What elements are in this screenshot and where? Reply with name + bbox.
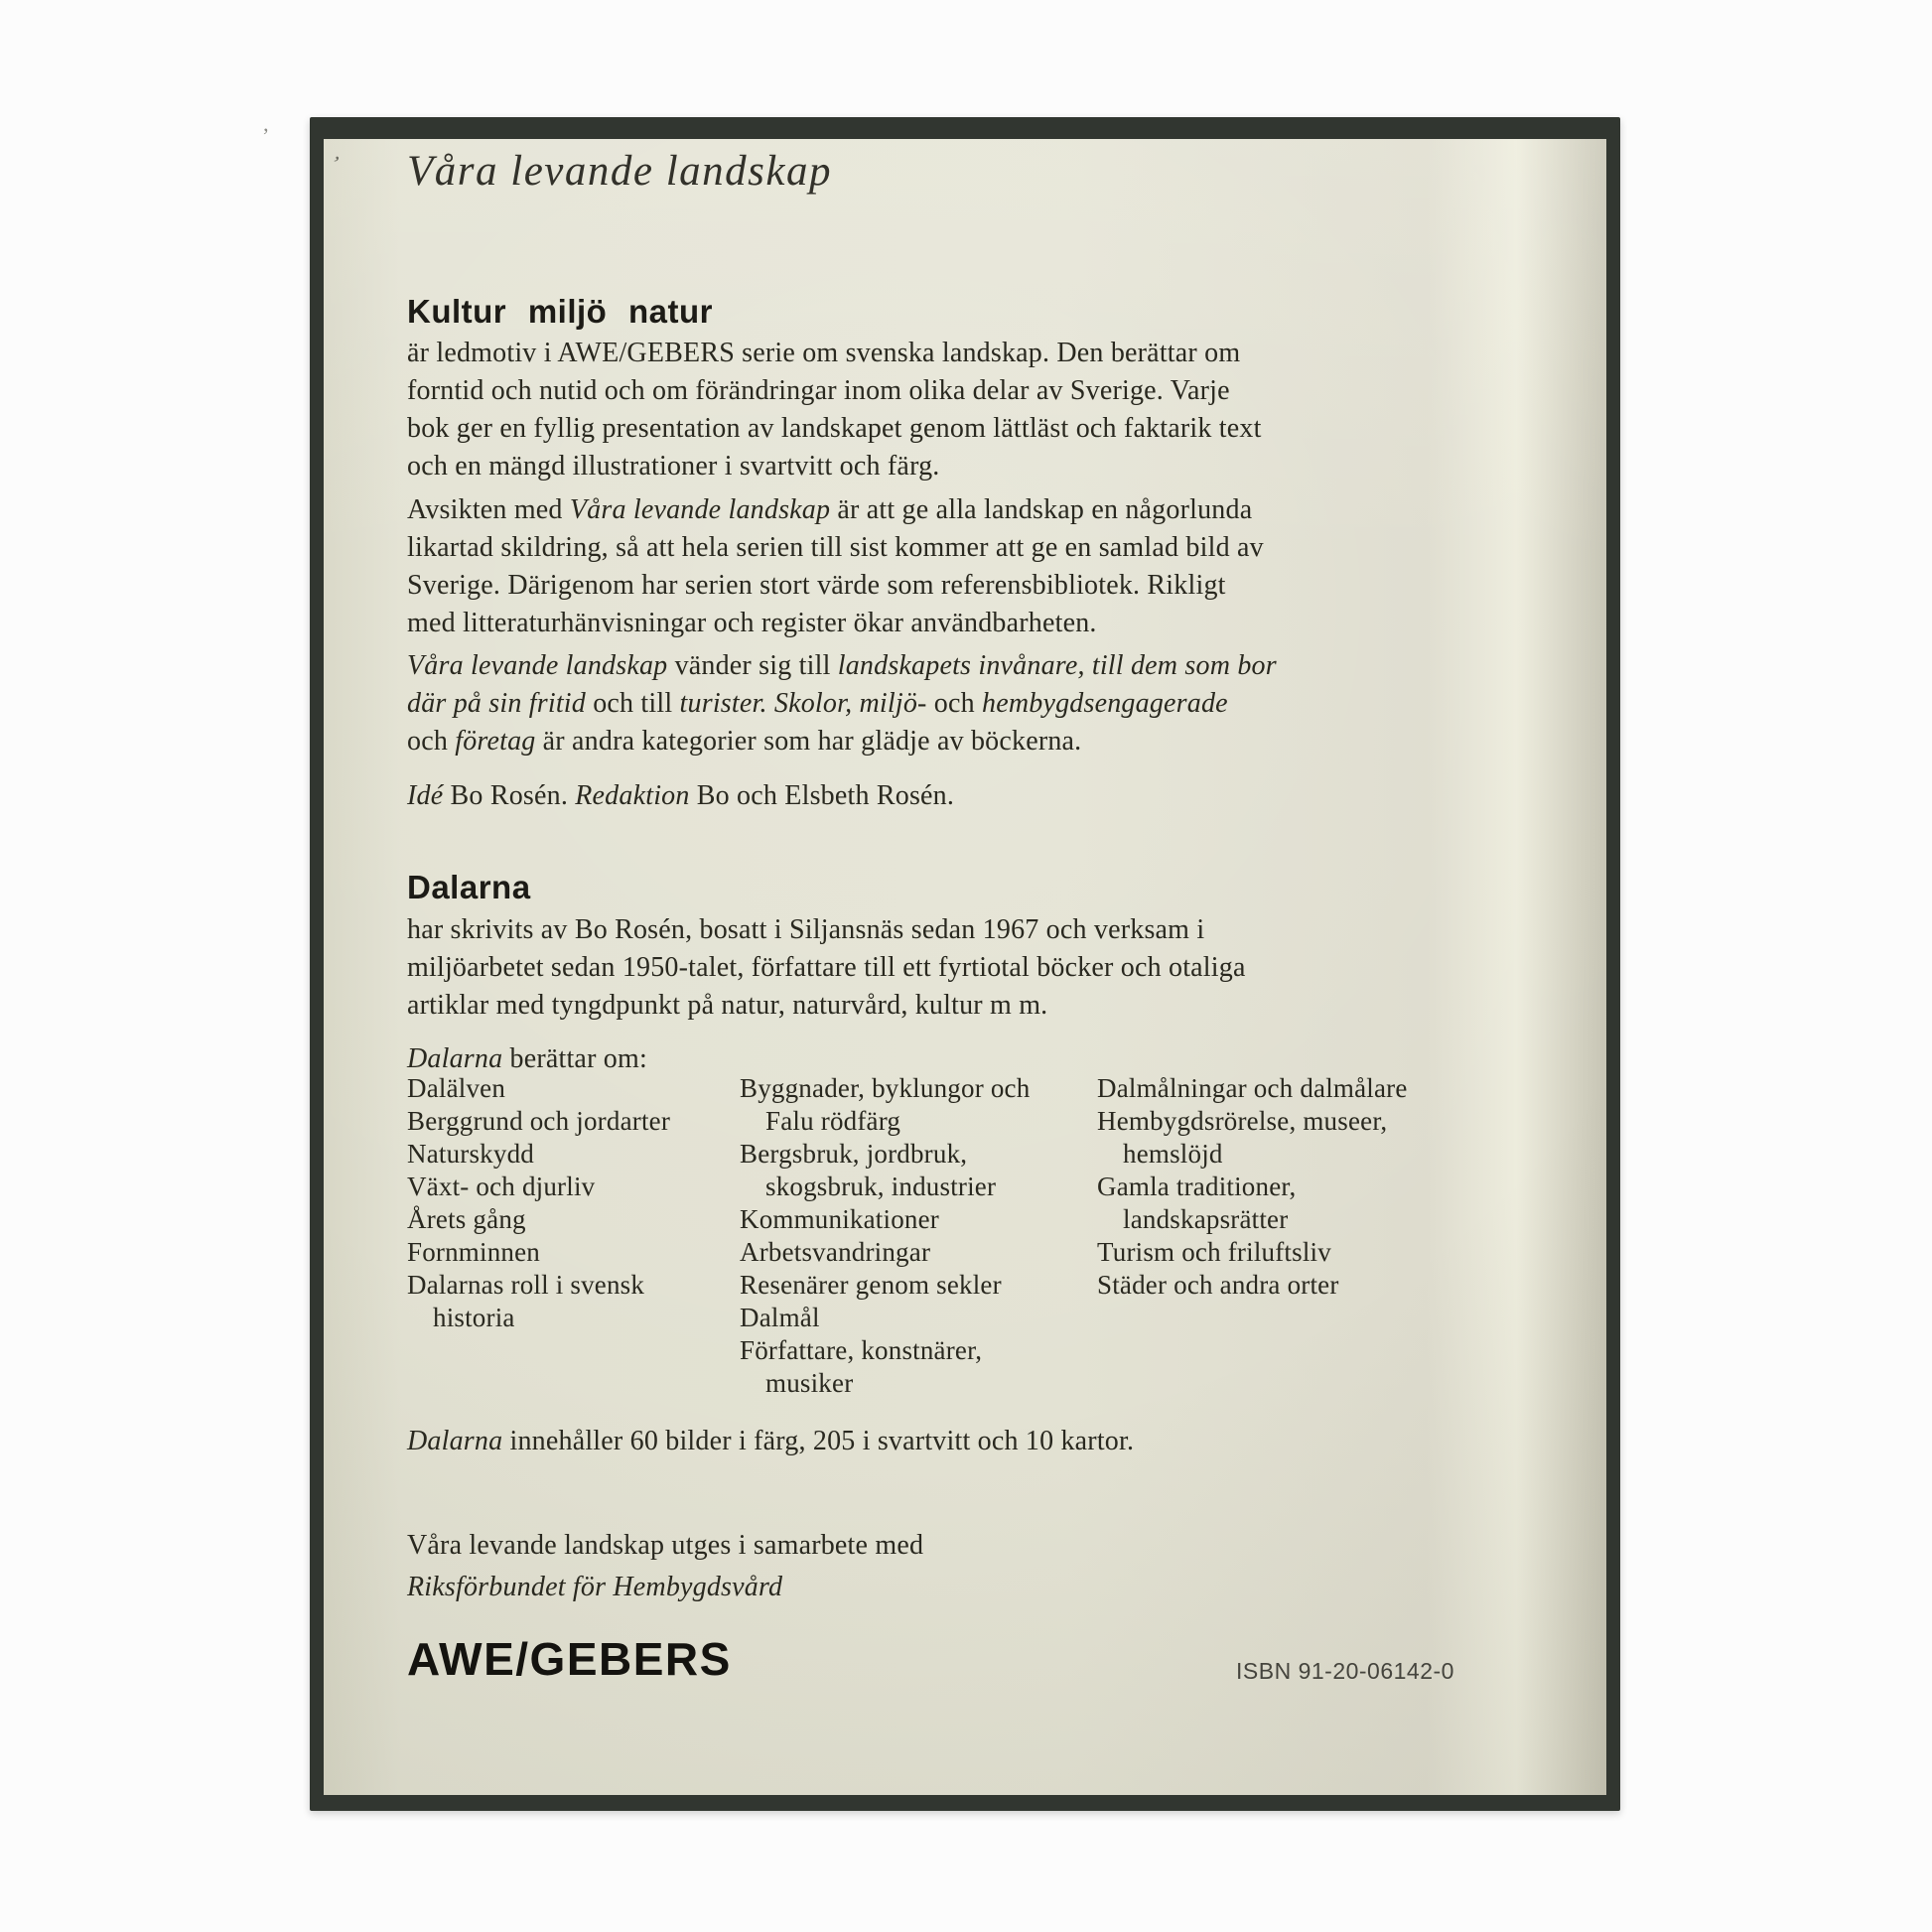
text-line	[407, 410, 1262, 448]
dalarna-heading: Dalarna	[407, 869, 531, 905]
text-segment: Årets gång	[407, 1204, 526, 1234]
scan-artifact: ’	[328, 150, 344, 177]
text-line	[1097, 1138, 1408, 1171]
text-segment: Författare, konstnärer,	[740, 1335, 983, 1365]
text-line	[740, 1171, 1030, 1203]
text-line	[740, 1367, 1030, 1400]
text-segment: likartad skildring, så att hela serien till sist kommer att ge en samlad bild av	[407, 532, 1264, 563]
intro-paragraph-3	[407, 647, 1277, 760]
text-segment: Berggrund och jordarter	[407, 1106, 671, 1136]
text-line	[407, 685, 1277, 723]
text-segment: Sverige. Därigenom har serien stort värde som referensbibliotek. Rikligt	[407, 570, 1226, 601]
book-back-cover	[310, 117, 1620, 1811]
text-segment: Fornminnen	[407, 1237, 540, 1267]
isbn-text: ISBN 91-20-06142-0	[1236, 1658, 1454, 1684]
text-line	[407, 1138, 670, 1171]
text-line	[407, 911, 1246, 949]
text-segment: forntid och nutid och om förändringar inom olika delar av Sverige. Varje	[407, 375, 1230, 406]
text-segment: turister. Skolor, miljö-	[679, 688, 927, 719]
text-line	[407, 335, 1262, 372]
text-line	[407, 1423, 1134, 1460]
text-line	[740, 1072, 1030, 1105]
text-segment: landskapets invånare, till dem som bor	[837, 650, 1277, 681]
credits-line	[407, 777, 954, 815]
text-line	[407, 1269, 670, 1302]
text-segment: Bo Rosén.	[443, 780, 576, 811]
topics-column-3	[1097, 1072, 1408, 1302]
text-segment: företag	[455, 726, 536, 757]
text-line	[1097, 1269, 1408, 1302]
text-segment: Dalälven	[407, 1073, 506, 1103]
text-segment: och en mängd illustrationer i svartvitt och färg.	[407, 451, 940, 482]
text-segment: Redaktion	[575, 780, 690, 811]
text-line	[1097, 1105, 1408, 1138]
text-segment: är att ge alla landskap en någorlunda	[830, 494, 1253, 525]
series-title: Våra levande landskap	[407, 148, 832, 195]
intro-heading: Kultur miljö natur	[407, 293, 713, 330]
text-segment: innehåller 60 bilder i färg, 205 i svartvitt och 10 kartor.	[502, 1426, 1135, 1456]
text-line	[1097, 1072, 1408, 1105]
text-segment: och till	[586, 688, 680, 719]
contents-line	[407, 1423, 1134, 1460]
text-line	[407, 529, 1264, 567]
text-segment: med litteraturhänvisningar och register ökar användbarheten.	[407, 608, 1097, 638]
text-line	[407, 1171, 670, 1203]
text-segment: miljöarbetet sedan 1950-talet, författare till ett fyrtiotal böcker och otaliga	[407, 952, 1246, 983]
text-segment: landskapsrätter	[1123, 1204, 1289, 1234]
text-segment: vänder sig till	[667, 650, 838, 681]
text-line	[407, 1525, 923, 1567]
text-segment: Bergsbruk, jordbruk,	[740, 1139, 968, 1169]
text-line	[407, 1567, 923, 1608]
text-line	[407, 1203, 670, 1236]
text-line	[407, 491, 1264, 529]
cooperation-lines	[407, 1525, 923, 1608]
text-segment: Dalarnas roll i svensk	[407, 1270, 645, 1300]
text-line	[740, 1302, 1030, 1334]
text-line	[740, 1334, 1030, 1367]
publisher-logo: AWE/GEBERS	[407, 1633, 732, 1685]
scan-artifact: ’	[262, 123, 270, 148]
text-segment: Turism och friluftsliv	[1097, 1237, 1331, 1267]
text-segment: Våra levande landskap	[407, 650, 668, 681]
text-segment: Dalmål	[740, 1303, 820, 1332]
text-segment: hembygdsengagerade	[982, 688, 1228, 719]
text-line	[407, 1105, 670, 1138]
text-line	[407, 567, 1264, 605]
text-line	[407, 647, 1277, 685]
text-segment: Hembygdsrörelse, museer,	[1097, 1106, 1388, 1136]
text-line	[407, 1302, 670, 1334]
text-segment: Kommunikationer	[740, 1204, 939, 1234]
text-segment: Städer och andra orter	[1097, 1270, 1339, 1300]
text-line	[407, 1236, 670, 1269]
text-line	[1097, 1203, 1408, 1236]
text-line	[407, 372, 1262, 410]
text-segment: Arbetsvandringar	[740, 1237, 931, 1267]
text-segment: Växt- och djurliv	[407, 1172, 596, 1201]
cover-surface	[324, 139, 1606, 1795]
text-line	[407, 1072, 670, 1105]
topics-column-1	[407, 1072, 670, 1334]
text-segment: är andra kategorier som har glädje av böckerna.	[535, 726, 1082, 757]
text-line	[1097, 1236, 1408, 1269]
text-segment: och	[407, 726, 456, 757]
text-line	[740, 1105, 1030, 1138]
text-segment: Idé	[407, 780, 444, 811]
text-line	[740, 1269, 1030, 1302]
text-segment: Dalarna	[407, 1426, 503, 1456]
text-line	[407, 605, 1264, 642]
text-segment: Naturskydd	[407, 1139, 534, 1169]
text-segment: berättar om:	[502, 1043, 647, 1074]
text-line	[407, 448, 1262, 485]
text-segment: har skrivits av Bo Rosén, bosatt i Siljansnäs sedan 1967 och verksam i	[407, 914, 1205, 945]
text-line	[407, 723, 1277, 760]
text-segment: där på sin fritid	[407, 688, 586, 719]
text-segment: Avsikten med	[407, 494, 570, 525]
text-segment: Dalarna	[407, 1043, 503, 1074]
text-segment: artiklar med tyngdpunkt på natur, naturvård, kultur m m.	[407, 990, 1048, 1021]
text-line	[407, 949, 1246, 987]
text-line	[1097, 1171, 1408, 1203]
text-segment: historia	[433, 1303, 515, 1332]
text-segment: Resenärer genom sekler	[740, 1270, 1002, 1300]
text-segment: Gamla traditioner,	[1097, 1172, 1297, 1201]
text-line	[740, 1138, 1030, 1171]
text-segment: Dalmålningar och dalmålare	[1097, 1073, 1408, 1103]
text-segment: skogsbruk, industrier	[765, 1172, 997, 1201]
text-segment: Falu rödfärg	[765, 1106, 901, 1136]
text-line	[740, 1203, 1030, 1236]
text-segment: Våra levande landskap utges i samarbete med	[407, 1530, 924, 1561]
text-line	[407, 987, 1246, 1025]
text-segment: Byggnader, byklungor och	[740, 1073, 1031, 1103]
text-segment: Våra levande landskap	[569, 494, 831, 525]
text-line	[407, 777, 954, 815]
text-segment: Bo och Elsbeth Rosén.	[689, 780, 955, 811]
topics-column-2	[740, 1072, 1030, 1400]
text-segment: bok ger en fyllig presentation av landskapet genom lättläst och faktarik text	[407, 413, 1262, 444]
intro-paragraph-2	[407, 491, 1264, 642]
dalarna-paragraph	[407, 911, 1246, 1025]
intro-paragraph-1	[407, 335, 1262, 485]
text-segment: är ledmotiv i AWE/GEBERS serie om svenska landskap. Den berättar om	[407, 338, 1241, 368]
text-line	[740, 1236, 1030, 1269]
text-segment: Riksförbundet för Hembygdsvård	[407, 1572, 783, 1602]
text-segment: och	[926, 688, 983, 719]
text-segment: hemslöjd	[1123, 1139, 1223, 1169]
text-segment: musiker	[765, 1368, 854, 1398]
